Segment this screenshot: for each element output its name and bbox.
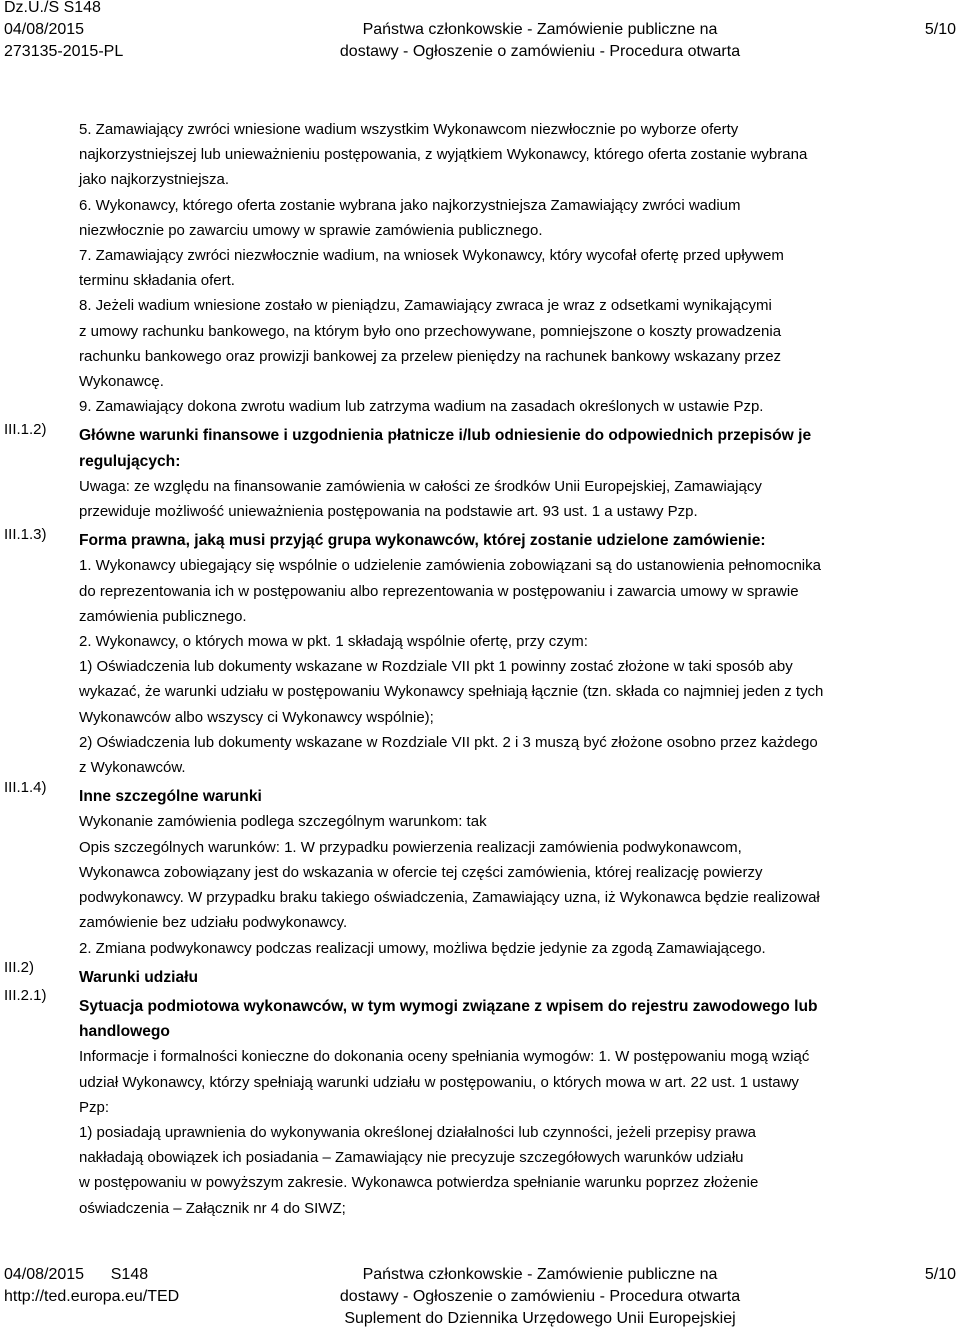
text-line: 2. Wykonawcy, o których mowa w pkt. 1 składają wspólnie ofertę, przy czym: — [79, 633, 588, 651]
text-line: oświadczenia – Załącznik nr 4 do SIWZ; — [79, 1199, 346, 1217]
header-left — [4, 0, 254, 63]
section-heading: regulujących: — [79, 452, 181, 470]
text-line: Wykonawca zobowiązany jest do wskazania w ofercie tej części zamówienia, której realizację powierzy — [79, 863, 763, 881]
text-line: niezwłocznie po zawarciu umowy w sprawie zamówienia publicznego. — [79, 221, 543, 239]
text-line: wykazać, że warunki udziału w postępowaniu Wykonawcy spełniają łącznie (tzn. składa co najmniej jeden z tych — [79, 683, 824, 701]
header-title-line-2: dostawy - Ogłoszenie o zamówieniu - Procedura otwarta — [339, 43, 741, 60]
text-line: w postępowaniu w powyższym zakresie. Wykonawca potwierdza spełnianie warunku poprzez złożenie — [79, 1174, 759, 1192]
footer-center — [290, 1264, 790, 1330]
section-heading: Forma prawna, jaką musi przyjąć grupa wykonawców, której zostanie udzielone zamówienie: — [79, 532, 766, 550]
special-conditions-section — [79, 784, 959, 960]
text-line: Wykonanie zamówienia podlega szczególnym warunkom: tak — [79, 813, 487, 831]
text-line: 8. Jeżeli wadium wniesione zostało w pieniądzu, Zamawiający zwraca je wraz z odsetkami wynikającymi — [79, 297, 772, 315]
legal-form-section — [79, 528, 959, 780]
text-line: do reprezentowania ich w postępowaniu albo reprezentowania w postępowaniu i zawarcia umowy w sprawie — [79, 582, 799, 600]
text-line: 2. Zmiana podwykonawcy podczas realizacji umowy, możliwa będzie jedynie za zgodą Zamawiającego. — [79, 939, 766, 957]
section-number-iii-1-4: III.1.4) — [4, 779, 47, 796]
footer-title-line-3: Suplement do Dziennika Urzędowego Unii Europejskiej — [344, 1310, 736, 1327]
financial-conditions-section — [79, 423, 959, 524]
header-title-line-1: Państwa członkowskie - Zamówienie publiczne na — [362, 21, 718, 38]
text-line: 9. Zamawiający dokona zwrotu wadium lub zatrzyma wadium na zasadach określonych w ustawie Pzp. — [79, 398, 764, 416]
section-heading: Inne szczególne warunki — [79, 788, 262, 806]
section-heading: handlowego — [79, 1023, 170, 1041]
text-line: z Wykonawców. — [79, 759, 186, 777]
section-number-iii-1-3: III.1.3) — [4, 526, 47, 543]
footer-date-issue: 04/08/2015 S148 — [4, 1266, 149, 1283]
header-journal-ref: Dz.U./S S148 — [4, 0, 101, 16]
text-line: udział Wykonawcy, którzy spełniają warunki udziału w postępowaniu, o których mowa w art. 22 ust. 1 ustawy — [79, 1073, 799, 1091]
section-heading: Sytuacja podmiotowa wykonawców, w tym wymogi związane z wpisem do rejestru zawodowego lub — [79, 997, 818, 1015]
text-line: przewiduje możliwość unieważnienia postępowania na podstawie art. 93 ust. 1 a ustawy Pzp. — [79, 503, 698, 521]
section-number-iii-1-2: III.1.2) — [4, 421, 47, 438]
text-line: podwykonawcy. W przypadku braku takiego oświadczenia, Zamawiający uzna, iż Wykonawca będzie realizował — [79, 889, 820, 907]
text-line: 1) Oświadczenia lub dokumenty wskazane w Rozdziale VII pkt 1 powinny zostać złożone w taki sposób aby — [79, 658, 793, 676]
section-heading: Główne warunki finansowe i uzgodnienia płatnicze i/lub odniesienie do odpowiednich przepisów je — [79, 427, 812, 445]
section-heading: Warunki udziału — [79, 968, 198, 986]
footer-url[interactable]: http://ted.europa.eu/TED — [4, 1288, 180, 1305]
personal-situation-section — [79, 994, 959, 1221]
text-line: z umowy rachunku bankowego, na którym było ono przechowywane, pomniejszone o koszty prowadzenia — [79, 322, 782, 340]
text-line: Wykonawcę. — [79, 373, 164, 391]
wadium-return-block — [79, 117, 959, 419]
text-line: jako najkorzystniejsza. — [79, 171, 230, 189]
text-line: 5. Zamawiający zwróci wniesione wadium wszystkim Wykonawcom niezwłocznie po wyborze oferty — [79, 121, 739, 138]
text-line: Pzp: — [79, 1098, 110, 1116]
text-line: 1) posiadają uprawnienia do wykonywania określonej działalności lub czynności, jeżeli przepisy prawa — [79, 1123, 757, 1141]
footer-left — [4, 1264, 254, 1308]
text-line: 6. Wykonawcy, którego oferta zostanie wybrana jako najkorzystniejsza Zamawiający zwróci wadium — [79, 196, 741, 214]
section-number-iii-2: III.2) — [4, 959, 35, 976]
header-center — [290, 0, 790, 63]
text-line: Opis szczególnych warunków: 1. W przypadku powierzenia realizacji zamówienia podwykonawcom, — [79, 838, 742, 856]
footer-page-number: 5/10 — [924, 1266, 956, 1283]
text-line: 1. Wykonawcy ubiegający się wspólnie o udzielenie zamówienia zobowiązani są do ustanowienia pełnomocnika — [79, 557, 821, 575]
text-line: rachunku bankowego oraz prowizji bankowej za przelew pieniędzy na rachunek bankowy wskazany przez — [79, 347, 782, 365]
participation-conditions-section — [79, 965, 959, 990]
text-line: najkorzystniejszej lub unieważnieniu postępowania, z wyjątkiem Wykonawcy, którego oferta zostanie wybrana — [79, 146, 808, 164]
text-line: terminu składania ofert. — [79, 272, 235, 290]
text-line: nakładają obowiązek ich posiadania – Zamawiający nie precyzuje szczegółowych warunków udziału — [79, 1149, 744, 1167]
footer-title-line-2: dostawy - Ogłoszenie o zamówieniu - Procedura otwarta — [339, 1288, 741, 1305]
header-notice-id: 273135-2015-PL — [4, 43, 124, 60]
text-line: Wykonawców albo wszyscy ci Wykonawcy wspólnie); — [79, 708, 434, 726]
text-line: Informacje i formalności konieczne do dokonania oceny spełniania wymogów: 1. W postępowaniu mogą wziąć — [79, 1048, 810, 1066]
section-number-iii-2-1: III.2.1) — [4, 987, 47, 1004]
text-line: zamówienia publicznego. — [79, 607, 247, 625]
document-body — [79, 117, 959, 1221]
header-page-number: 5/10 — [924, 21, 956, 38]
footer-title-line-1: Państwa członkowskie - Zamówienie publiczne na — [362, 1266, 718, 1283]
text-line: Uwaga: ze względu na finansowanie zamówienia w całości ze środków Unii Europejskiej, Zamawiający — [79, 477, 762, 495]
header-date: 04/08/2015 — [4, 21, 85, 38]
text-line: 2) Oświadczenia lub dokumenty wskazane w Rozdziale VII pkt. 2 i 3 muszą być złożone osobno przez każdego — [79, 733, 818, 751]
text-line: zamówienie bez udziału podwykonawcy. — [79, 914, 348, 932]
text-line: 7. Zamawiający zwróci niezwłocznie wadium, na wniosek Wykonawcy, który wycofał ofertę przed upływem — [79, 247, 784, 265]
